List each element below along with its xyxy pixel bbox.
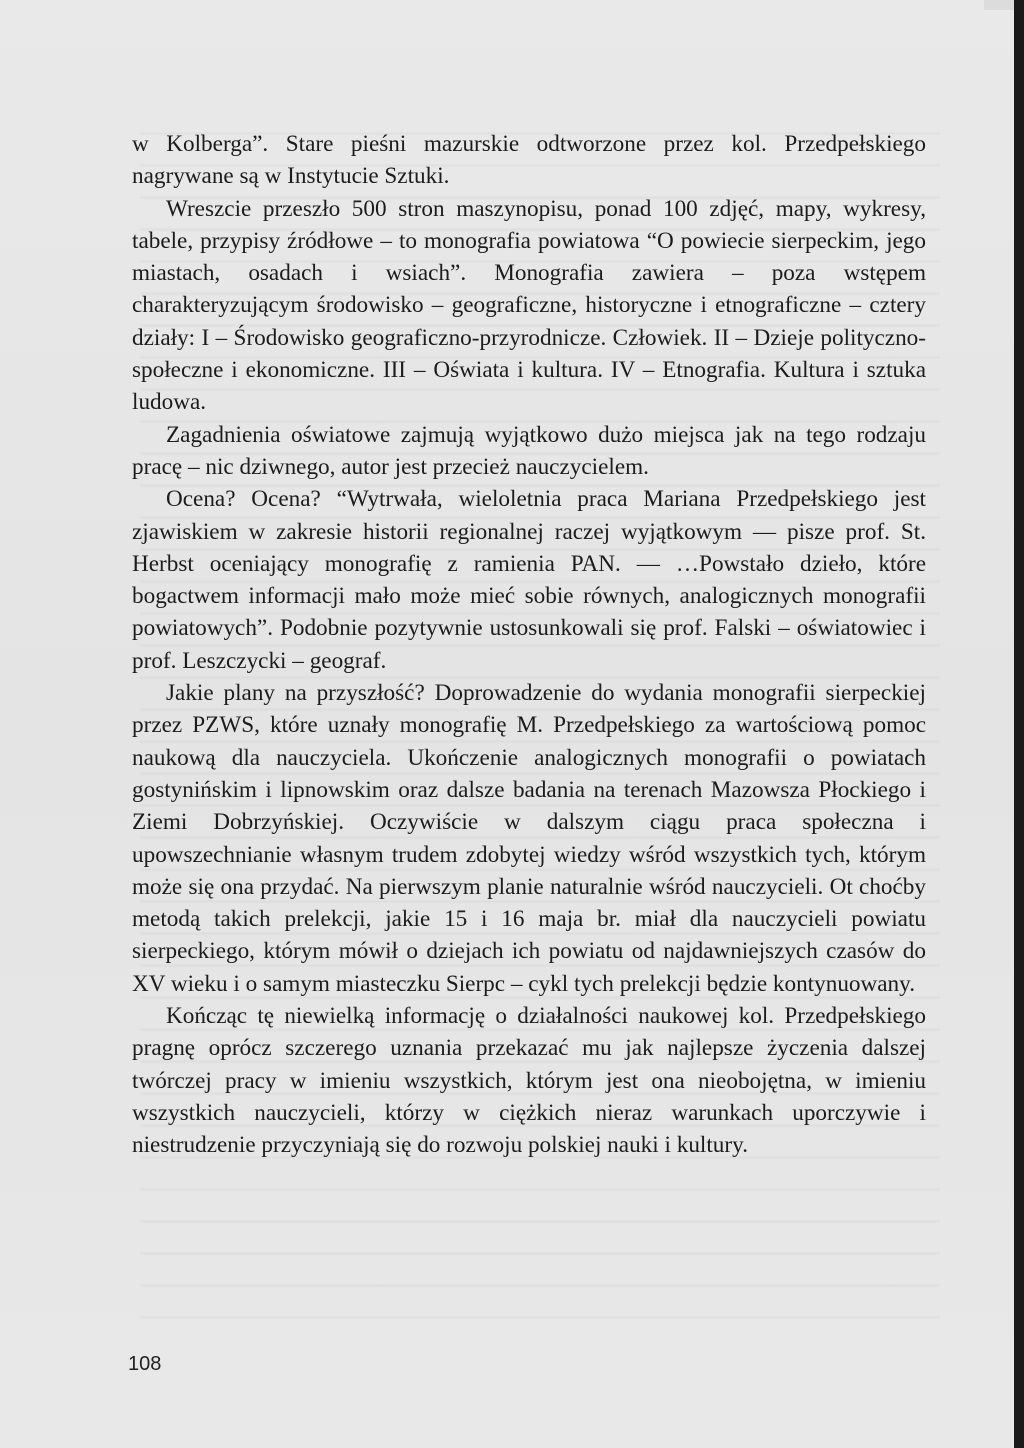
- paragraph-2: Wreszcie przeszło 500 stron maszynopisu, ponad 100 zdjęć, mapy, wykresy, tabele, przypisy źródłowe – to monografia powiatowa “O powiecie sierpeckim, jego miastach, osadach i wsiach”. Monografia zawiera – poza wstępem charakteryzującym środowisko – geograficzne, historyczne i etnograficzne – cztery działy: I – Środowisko geograficzno-przyrodnicze. Człowiek. II – Dzieje polityczno-społeczne i ekonomiczne. III – Oświata i kultura. IV – Etnografia. Kultura i sztuka ludowa.: [132, 195, 926, 416]
- page-number: 108: [128, 1353, 162, 1375]
- page-top-edge: [984, 0, 1014, 10]
- paragraph-5: Jakie plany na przyszłość? Doprowadzenie do wydania monografii sierpeckiej przez PZWS, które uznały monografię M. Przedpełskiego za wartościową pomoc naukową dla nauczyciela. Ukończenie analogicznych monografii o powiatach gostynińskim i lipnowskim oraz dalsze badania na terenach Mazowsza Płockiego i Ziemi Dobrzyńskiej. Oczywiście w dalszym ciągu praca społeczna i upowszechnianie własnym trudem zdobytej wiedzy wśród wszystkich tych, którym może się ona przydać. Na pierwszym planie naturalnie wśród nauczycieli. Ot choćby metodą takich prelekcji, jakie 15 i 16 maja br. miał dla nauczycieli powiatu sierpeckiego, którym mówił o dziejach ich powiatu od najdawniejszych czasów do XV wieku i o samym miasteczku Sierpc – cykl tych prelekcji będzie kontynuowany.: [132, 680, 926, 997]
- paragraph-3: Zagadnienia oświatowe zajmują wyjątkowo dużo miejsca jak na tego rodzaju pracę – nic dziwnego, autor jest przecież nauczycielem.: [132, 421, 926, 480]
- paragraph-6: Kończąc tę niewielką informację o działalności naukowej kol. Przedpełskiego pragnę oprócz szczerego uznania przekazać mu jak najlepsze życzenia dalszej twórczej pracy w imieniu wszystkich, którym jest ona nieobojętna, w imieniu wszystkich nauczycieli, którzy w ciężkich nieraz warunkach uporczywie i niestrudzenie przyczyniają się do rozwoju polskiej nauki i kultury.: [132, 1003, 926, 1159]
- body-text: [132, 128, 926, 1162]
- page-right-edge: [1014, 0, 1024, 1448]
- paragraph-1: w Kolberga”. Stare pieśni mazurskie odtworzone przez kol. Przedpełskiego nagrywane są w Instytucie Sztuki.: [132, 131, 926, 190]
- paragraph-4: Ocena? Ocena? “Wytrwała, wieloletnia praca Mariana Przedpełskiego jest zjawiskiem w zakresie historii regionalnej raczej wyjątkowym — pisze prof. St. Herbst oceniający monografię z ramienia PAN. — …Powstało dzieło, które bogactwem informacji mało może mieć sobie równych, analogicznych monografii powiatowych”. Podobnie pozytywnie ustosunkowali się prof. Falski – oświatowiec i prof. Leszczycki – geograf.: [132, 486, 926, 674]
